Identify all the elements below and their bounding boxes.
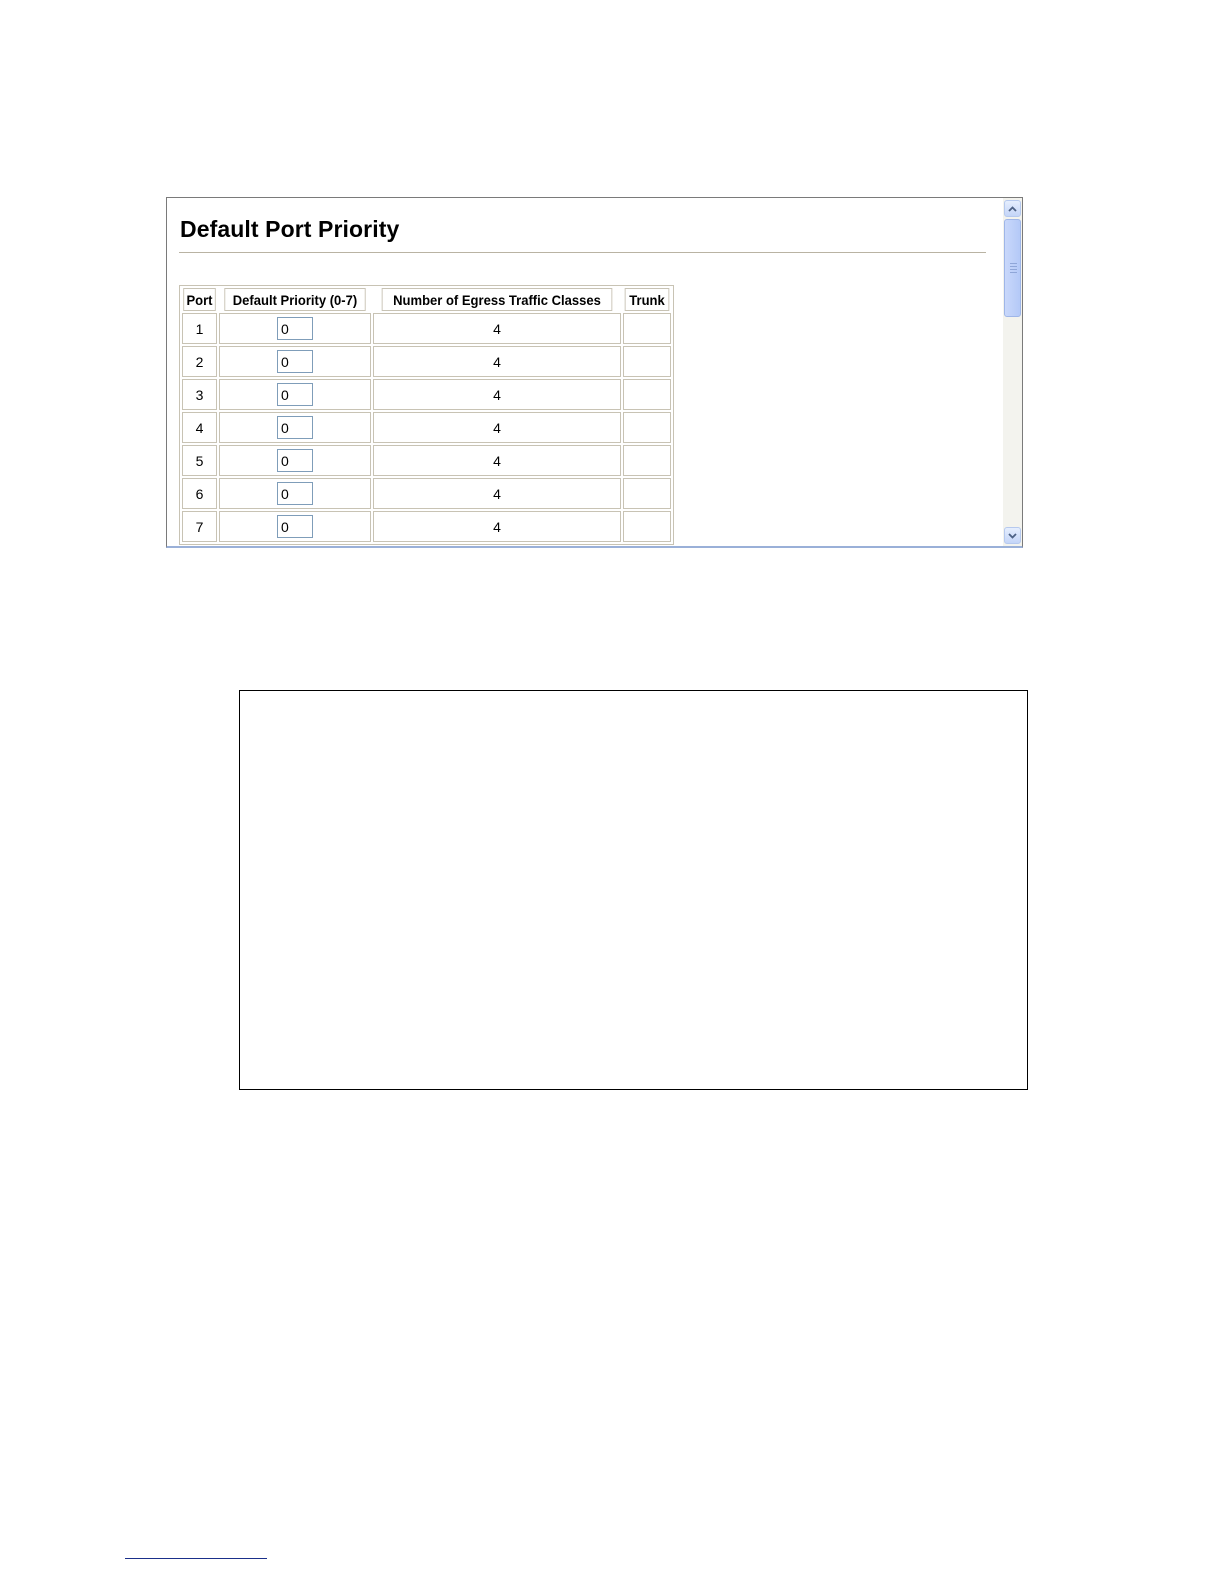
egress-classes: 4	[373, 313, 621, 344]
grip-line	[1010, 269, 1017, 270]
trunk-cell	[623, 412, 671, 443]
table-row	[182, 313, 671, 344]
chevron-up-icon	[1008, 206, 1017, 212]
header-port: Port	[183, 288, 216, 311]
title-divider	[179, 252, 986, 254]
footnote-divider	[125, 1558, 267, 1559]
page-content	[167, 198, 1002, 546]
port-number: 6	[182, 478, 217, 509]
priority-cell	[219, 412, 371, 443]
port-number: 1	[182, 313, 217, 344]
table-header-row	[182, 288, 671, 311]
port-number: 2	[182, 346, 217, 377]
default-priority-input[interactable]	[277, 317, 313, 340]
egress-classes: 4	[373, 478, 621, 509]
empty-figure-box	[239, 690, 1028, 1090]
scroll-up-button[interactable]	[1004, 200, 1021, 217]
default-priority-input[interactable]	[277, 515, 313, 538]
priority-cell	[219, 511, 371, 542]
egress-classes: 4	[373, 445, 621, 476]
header-default-priority: Default Priority (0-7)	[224, 288, 365, 311]
default-priority-input[interactable]	[277, 416, 313, 439]
priority-cell	[219, 478, 371, 509]
egress-classes: 4	[373, 346, 621, 377]
scroll-down-button[interactable]	[1004, 527, 1021, 544]
table-row	[182, 412, 671, 443]
priority-cell	[219, 346, 371, 377]
grip-line	[1010, 272, 1017, 273]
egress-classes: 4	[373, 511, 621, 542]
port-number: 5	[182, 445, 217, 476]
priority-cell	[219, 379, 371, 410]
trunk-cell	[623, 478, 671, 509]
default-priority-input[interactable]	[277, 383, 313, 406]
trunk-cell	[623, 379, 671, 410]
table-row	[182, 445, 671, 476]
port-priority-table	[179, 285, 674, 545]
trunk-cell	[623, 511, 671, 542]
port-number: 4	[182, 412, 217, 443]
table-row	[182, 379, 671, 410]
trunk-cell	[623, 313, 671, 344]
grip-line	[1010, 263, 1017, 264]
header-trunk: Trunk	[625, 288, 670, 311]
page-title: Default Port Priority	[180, 216, 400, 242]
egress-classes: 4	[373, 379, 621, 410]
screenshot-window	[166, 197, 1023, 548]
chevron-down-icon	[1008, 533, 1017, 539]
port-number: 3	[182, 379, 217, 410]
vertical-scrollbar[interactable]	[1003, 198, 1022, 546]
trunk-cell	[623, 346, 671, 377]
priority-cell	[219, 313, 371, 344]
scroll-thumb[interactable]	[1004, 219, 1021, 317]
header-egress-classes: Number of Egress Traffic Classes	[382, 288, 613, 311]
trunk-cell	[623, 445, 671, 476]
egress-classes: 4	[373, 412, 621, 443]
default-priority-input[interactable]	[277, 449, 313, 472]
table-row	[182, 346, 671, 377]
default-priority-input[interactable]	[277, 482, 313, 505]
priority-cell	[219, 445, 371, 476]
table-row	[182, 478, 671, 509]
table-row	[182, 511, 671, 542]
port-number: 7	[182, 511, 217, 542]
default-priority-input[interactable]	[277, 350, 313, 373]
grip-line	[1010, 266, 1017, 267]
